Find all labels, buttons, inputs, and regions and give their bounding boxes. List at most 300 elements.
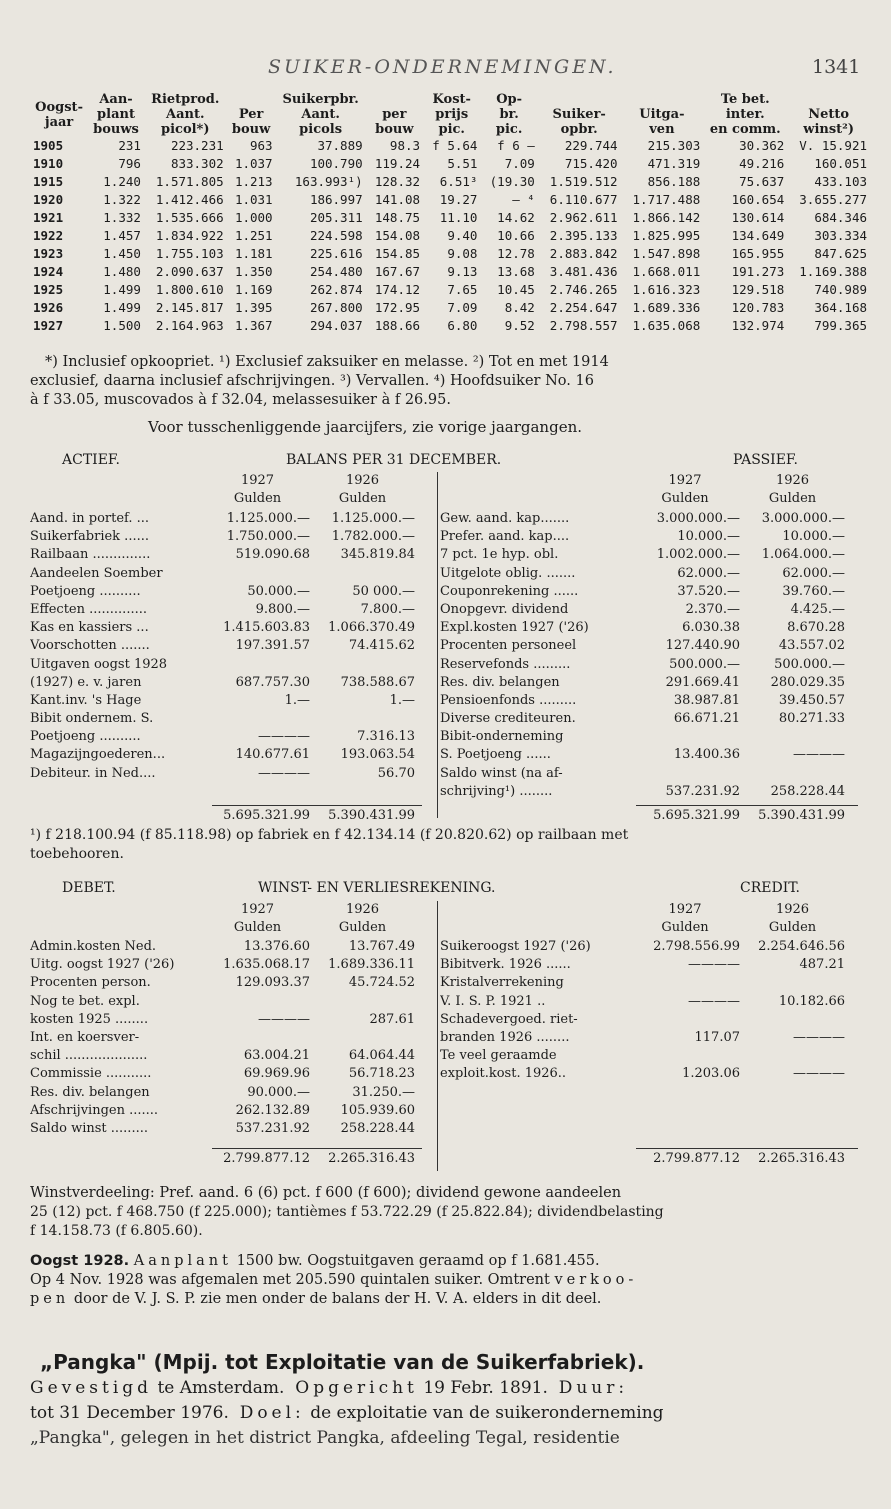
line-item-1927: 1.125.000.— bbox=[226, 511, 310, 526]
line-item-label: Uitg. oogst 1927 ('26) bbox=[30, 957, 175, 973]
actief-line-item bbox=[30, 619, 415, 637]
line-item-label: Debiteur. in Ned.... bbox=[30, 765, 156, 781]
stats-cell: 1.571.805 bbox=[155, 174, 224, 189]
pl-title: WINST- EN VERLIESREKENING. bbox=[258, 880, 496, 896]
duur-value: tot 31 December 1976. bbox=[30, 1403, 229, 1423]
stats-col-header-line: pic. bbox=[438, 122, 465, 137]
line-item-1927: 537.231.92 bbox=[665, 783, 740, 799]
stats-cell: 1.450 bbox=[103, 246, 141, 261]
stats-cell: 1.500 bbox=[103, 318, 141, 333]
stats-col-header bbox=[227, 92, 276, 137]
stats-cell: 30.362 bbox=[739, 138, 785, 153]
stats-col-header bbox=[276, 92, 366, 137]
line-item-1927: 10.000.— bbox=[677, 529, 740, 545]
stats-col-header-line: inter. bbox=[725, 107, 765, 122]
stats-cell: 1.800.610 bbox=[155, 282, 224, 297]
company-line-1 bbox=[30, 1378, 628, 1398]
line-item-label: S. Poetjoeng ...... bbox=[440, 747, 551, 763]
stats-col-header-line: Te bet. bbox=[720, 92, 770, 107]
line-item-1926: 3.000.000.— bbox=[761, 511, 845, 526]
stats-col-header bbox=[480, 92, 537, 137]
line-item-label: Suikeroogst 1927 ('26) bbox=[440, 939, 591, 954]
opgericht-label: Opgericht bbox=[295, 1378, 418, 1398]
stats-cell: 267.800 bbox=[309, 300, 363, 315]
stats-cell: 223.231 bbox=[170, 138, 224, 153]
stats-cell: 132.974 bbox=[731, 318, 785, 333]
stats-cell: 740.989 bbox=[814, 282, 867, 297]
stats-col-header-line: plant bbox=[97, 107, 135, 122]
stats-col-header-line: picols bbox=[299, 122, 343, 137]
pl-credit-year-header bbox=[440, 901, 845, 937]
stats-cell: 1.457 bbox=[103, 228, 141, 243]
doel-value: de exploitatie van de suikeronderneming bbox=[310, 1403, 664, 1423]
pl-debet-list bbox=[30, 938, 415, 1138]
line-item-label: 7 pct. 1e hyp. obl. bbox=[440, 547, 559, 563]
stats-cell: 6.80 bbox=[447, 318, 478, 333]
pl-totals-left bbox=[30, 1150, 415, 1168]
line-item-1927: 13.400.36 bbox=[673, 747, 740, 763]
line-item-1927: ———— bbox=[258, 765, 310, 781]
stats-cell: 1.834.922 bbox=[155, 228, 224, 243]
line-item-1927: 6.030.38 bbox=[682, 620, 740, 636]
line-item-1927 bbox=[630, 1011, 740, 1029]
stats-cell: f 6 — bbox=[497, 138, 535, 153]
passief-line-item bbox=[440, 656, 845, 674]
line-item-1927 bbox=[630, 1047, 740, 1065]
stats-cell: 1.251 bbox=[234, 228, 273, 243]
stats-cell: 1.412.466 bbox=[155, 192, 224, 207]
oogst-verkoopen: verkoo- bbox=[554, 1272, 638, 1288]
stats-cell: 1920 bbox=[33, 192, 64, 207]
unit-gulden: Gulden bbox=[338, 920, 387, 936]
line-item-1927: 2.370.— bbox=[685, 601, 740, 617]
oogst-lead: Oogst 1928. bbox=[30, 1253, 130, 1269]
stats-cell: 1.689.336 bbox=[632, 300, 701, 315]
stats-cell: 799.365 bbox=[814, 318, 867, 333]
balance-passief-year-header bbox=[440, 472, 845, 508]
stats-cell: 963 bbox=[250, 138, 273, 153]
company-title: „Pangka" (Mpij. tot Exploitatie van de Suikerfabriek). bbox=[40, 1350, 645, 1374]
winstverdeeling-line-3: f 14.158.73 (f 6.805.60). bbox=[30, 1223, 203, 1239]
credit-line-item bbox=[440, 993, 845, 1011]
line-item-label: Res. div. belangen bbox=[30, 1084, 150, 1100]
unit-gulden: Gulden bbox=[661, 920, 709, 936]
line-item-1926 bbox=[740, 728, 845, 746]
line-item-label: schil .................... bbox=[30, 1048, 148, 1064]
stats-row bbox=[30, 227, 870, 245]
line-item-label: Saldo winst ......... bbox=[30, 1120, 148, 1136]
line-item-label: Bibit-onderneming bbox=[440, 729, 564, 745]
stats-cell: 229.744 bbox=[564, 138, 618, 153]
stats-cell: 9.52 bbox=[504, 318, 535, 333]
unit-gulden: Gulden bbox=[338, 491, 387, 507]
line-item-1927: 127.440.90 bbox=[665, 638, 740, 654]
year-1927: 1927 bbox=[240, 473, 275, 488]
stats-cell: 1921 bbox=[33, 210, 64, 225]
passief-line-item bbox=[440, 783, 845, 801]
stats-row bbox=[30, 281, 870, 299]
stats-cell: — ⁴ bbox=[512, 192, 535, 207]
actief-line-item bbox=[30, 583, 415, 601]
pl-total-1927: 2.799.877.12 bbox=[223, 1151, 310, 1166]
pl-total-1927: 2.799.877.12 bbox=[653, 1151, 740, 1166]
stats-cell: 2.746.265 bbox=[549, 282, 618, 297]
stats-cell: 2.164.963 bbox=[155, 318, 224, 333]
line-item-1926: 7.800.— bbox=[360, 601, 415, 617]
stats-row bbox=[30, 191, 870, 209]
line-item-label: Reservefonds ......... bbox=[440, 656, 571, 672]
line-item-1927: 687.757.30 bbox=[235, 674, 310, 690]
oogst-aanplant: Aanplant bbox=[133, 1253, 232, 1269]
line-item-1926: ———— bbox=[793, 1029, 845, 1045]
credit-line-item bbox=[440, 1047, 845, 1065]
actief-line-item bbox=[30, 601, 415, 619]
line-item-1927 bbox=[205, 710, 310, 728]
stats-col-header-line: Suiker- bbox=[552, 107, 606, 122]
stats-cell: f 5.64 bbox=[432, 138, 478, 153]
line-item-1927: 62.000.— bbox=[677, 565, 740, 581]
stats-col-header bbox=[703, 92, 787, 137]
line-item-1926: 193.063.54 bbox=[340, 747, 415, 763]
stats-col-header-line: Oogst- bbox=[35, 99, 83, 115]
stats-cell: 1923 bbox=[33, 246, 64, 261]
balance-total-1926: 5.390.431.99 bbox=[328, 808, 415, 823]
actief-line-item bbox=[30, 765, 415, 783]
line-item-1927: 2.798.556.99 bbox=[653, 939, 740, 954]
stats-cell: 796 bbox=[118, 156, 141, 171]
stats-row bbox=[30, 317, 870, 335]
line-item-label: Suikerfabriek ...... bbox=[30, 529, 149, 545]
intermediate-note: Voor tusschenliggende jaarcijfers, zie vorige jaargangen. bbox=[148, 418, 582, 436]
line-item-1926: 7.316.13 bbox=[357, 729, 415, 745]
year-1926: 1926 bbox=[345, 473, 380, 488]
stats-cell: 1.000 bbox=[234, 210, 273, 225]
stats-cell: 8.42 bbox=[504, 300, 535, 315]
line-item-label: Poetjoeng .......... bbox=[30, 729, 141, 745]
stats-cell: 433.103 bbox=[814, 174, 867, 189]
stats-cell: 1.616.323 bbox=[632, 282, 701, 297]
line-item-label: Voorschotten ....... bbox=[30, 638, 150, 654]
oogst-line-2 bbox=[30, 1271, 637, 1290]
stats-col-header-line bbox=[540, 92, 619, 107]
stats-cell: 75.637 bbox=[739, 174, 785, 189]
stats-cell: 12.78 bbox=[497, 246, 535, 261]
line-item-1926: 4.425.— bbox=[790, 601, 845, 617]
line-item-1927: ———— bbox=[688, 957, 740, 973]
stats-cell: 1.635.068 bbox=[632, 318, 701, 333]
stats-cell: 2.395.133 bbox=[549, 228, 618, 243]
line-item-label: Admin.kosten Ned. bbox=[30, 939, 157, 954]
stats-cell: 684.346 bbox=[814, 210, 867, 225]
oogst-line-2-text: Op 4 Nov. 1928 was afgemalen met 205.590 quintalen suiker. Omtrent bbox=[30, 1272, 550, 1288]
stats-col-header-line: bouw bbox=[375, 122, 414, 137]
balance-total-1926: 5.390.431.99 bbox=[758, 808, 845, 823]
credit-line-item bbox=[440, 1011, 845, 1029]
line-item-1927 bbox=[630, 765, 740, 783]
stats-col-header-line: en comm. bbox=[709, 122, 781, 137]
line-item-1926: 45.724.52 bbox=[348, 975, 415, 991]
debet-line-item bbox=[30, 1029, 415, 1047]
line-item-1926: 31.250.— bbox=[352, 1084, 415, 1100]
stats-cell: 154.85 bbox=[374, 246, 421, 261]
debet-line-item bbox=[30, 993, 415, 1011]
line-item-1926: 2.254.646.56 bbox=[758, 939, 845, 954]
stats-cell: 9.40 bbox=[447, 228, 478, 243]
line-item-1927: 90.000.— bbox=[247, 1084, 310, 1100]
stats-cell: 1.169 bbox=[234, 282, 273, 297]
unit-gulden: Gulden bbox=[233, 920, 282, 936]
pl-credit-list bbox=[440, 938, 845, 1084]
stats-row bbox=[30, 299, 870, 317]
pl-credit-heading: CREDIT. bbox=[740, 880, 800, 896]
line-item-1927: 63.004.21 bbox=[243, 1048, 310, 1064]
stats-cell: 7.09 bbox=[504, 156, 535, 171]
line-item-1926 bbox=[740, 1011, 845, 1029]
stats-col-header-line: br. bbox=[499, 107, 519, 122]
company-line-2 bbox=[30, 1403, 664, 1423]
line-item-1926: 13.767.49 bbox=[348, 939, 415, 954]
stats-cell: 2.090.637 bbox=[155, 264, 224, 279]
actief-line-item bbox=[30, 565, 415, 583]
stats-cell: 5.51 bbox=[447, 156, 478, 171]
line-item-1927 bbox=[630, 974, 740, 992]
stats-cell: 6.110.677 bbox=[549, 192, 618, 207]
line-item-1927 bbox=[205, 565, 310, 583]
winstverdeeling-line-1: Winstverdeeling: Pref. aand. 6 (6) pct. f 600 (f 600); dividend gewone aandeelen bbox=[30, 1185, 622, 1201]
balance-totals-right bbox=[440, 807, 845, 825]
line-item-1926: 56.718.23 bbox=[348, 1066, 415, 1082]
stats-cell: 294.037 bbox=[309, 318, 363, 333]
line-item-label: Schadevergoed. riet- bbox=[440, 1011, 578, 1027]
line-item-label: Prefer. aand. kap.... bbox=[440, 529, 570, 545]
stats-cell: 119.24 bbox=[374, 156, 421, 171]
line-item-label: Gew. aand. kap....... bbox=[440, 511, 570, 526]
line-item-1927: 1.750.000.— bbox=[226, 529, 310, 545]
balance-total-rule-right bbox=[636, 805, 858, 806]
stats-cell: 1.395 bbox=[234, 300, 273, 315]
stats-row bbox=[30, 173, 870, 191]
page-running-title: SUIKER-ONDERNEMINGEN. bbox=[268, 56, 617, 78]
line-item-1926: 43.557.02 bbox=[778, 638, 845, 654]
passief-line-item bbox=[440, 710, 845, 728]
passief-line-item bbox=[440, 510, 845, 528]
line-item-1926: 258.228.44 bbox=[770, 783, 845, 799]
balance-footnote-1: ¹) f 218.100.94 (f 85.118.98) op fabriek en f 42.134.14 (f 20.820.62) op railbaan met bbox=[30, 827, 629, 843]
line-item-1927 bbox=[630, 728, 740, 746]
pl-total-rule-left bbox=[212, 1148, 422, 1149]
passief-line-item bbox=[440, 619, 845, 637]
line-item-label: Saldo winst (na af- bbox=[440, 765, 563, 781]
line-item-label: Aand. in portef. ... bbox=[30, 511, 150, 526]
stats-cell: 160.654 bbox=[731, 192, 785, 207]
stats-cell: 2.145.817 bbox=[155, 300, 224, 315]
stats-cell: 1.535.666 bbox=[155, 210, 224, 225]
year-1927: 1927 bbox=[668, 473, 702, 488]
opgericht-value: 19 Febr. 1891. bbox=[423, 1378, 548, 1398]
stats-cell: 1.031 bbox=[234, 192, 273, 207]
stats-cell: 1922 bbox=[33, 228, 64, 243]
line-item-label: Poetjoeng .......... bbox=[30, 583, 141, 599]
line-item-label: Kas en kassiers ... bbox=[30, 620, 149, 636]
debet-line-item bbox=[30, 1047, 415, 1065]
passief-line-item bbox=[440, 674, 845, 692]
stats-cell: 120.783 bbox=[731, 300, 785, 315]
oogst-line-3 bbox=[30, 1290, 601, 1309]
actief-line-item bbox=[30, 728, 415, 746]
stats-col-header-line: Uitga- bbox=[639, 107, 685, 122]
stats-cell: 128.32 bbox=[374, 174, 421, 189]
stats-col-header-line: bouw bbox=[231, 122, 271, 137]
stats-cell: 7.09 bbox=[447, 300, 478, 315]
stats-cell: 134.649 bbox=[731, 228, 785, 243]
statistics-table bbox=[30, 92, 870, 335]
line-item-1927: 140.677.61 bbox=[235, 747, 310, 763]
stats-cell: 163.993¹) bbox=[294, 174, 363, 189]
stats-cell: 231 bbox=[118, 138, 141, 153]
stats-col-header-line bbox=[623, 92, 702, 107]
line-item-1926: 1.— bbox=[389, 692, 415, 708]
stats-cell: 49.216 bbox=[739, 156, 785, 171]
line-item-label: schrijving¹) ........ bbox=[440, 783, 553, 799]
stats-cell: 2.254.647 bbox=[549, 300, 618, 315]
passief-line-item bbox=[440, 546, 845, 564]
unit-gulden: Gulden bbox=[768, 491, 817, 507]
credit-line-item bbox=[440, 974, 845, 992]
stats-cell: 224.598 bbox=[309, 228, 363, 243]
line-item-label: Railbaan .............. bbox=[30, 547, 151, 563]
stats-col-header-line: Suikerpbr. bbox=[282, 92, 359, 107]
line-item-1927 bbox=[205, 1029, 310, 1047]
stats-cell: 1927 bbox=[33, 318, 64, 333]
unit-gulden: Gulden bbox=[661, 491, 709, 507]
pl-total-1926: 2.265.316.43 bbox=[758, 1151, 845, 1166]
line-item-1926: 1.125.000.— bbox=[331, 511, 415, 526]
passief-line-item bbox=[440, 528, 845, 546]
line-item-1926 bbox=[310, 710, 415, 728]
balance-title: BALANS PER 31 DECEMBER. bbox=[286, 452, 502, 468]
balance-passief-list bbox=[440, 510, 845, 801]
balance-total-rule-left bbox=[212, 805, 422, 806]
stats-cell: 215.303 bbox=[647, 138, 701, 153]
stats-cell: 154.08 bbox=[374, 228, 421, 243]
stats-cell: 847.625 bbox=[814, 246, 867, 261]
stats-cell: 148.75 bbox=[374, 210, 421, 225]
stats-cell: 1910 bbox=[33, 156, 64, 171]
line-item-1926 bbox=[310, 1029, 415, 1047]
stats-col-header-line: pic. bbox=[495, 122, 523, 137]
stats-cell: 1915 bbox=[33, 174, 64, 189]
line-item-1926: 280.029.35 bbox=[770, 674, 845, 690]
page-number: 1341 bbox=[812, 56, 861, 78]
line-item-1926: 10.000.— bbox=[782, 529, 845, 545]
stats-col-header-line: winst²) bbox=[803, 122, 854, 137]
line-item-label: Afschrijvingen ....... bbox=[30, 1102, 159, 1118]
line-item-1926 bbox=[310, 565, 415, 583]
line-item-1926: ———— bbox=[793, 1066, 845, 1082]
stats-cell: 1.037 bbox=[234, 156, 273, 171]
line-item-1927 bbox=[205, 993, 310, 1011]
line-item-1926 bbox=[740, 1047, 845, 1065]
stats-cell: 303.334 bbox=[814, 228, 867, 243]
passief-line-item bbox=[440, 765, 845, 783]
line-item-1926: 738.588.67 bbox=[340, 674, 415, 690]
line-item-label: Bibitverk. 1926 ...... bbox=[440, 957, 571, 973]
stats-cell: 1.755.103 bbox=[155, 246, 224, 261]
pl-total-rule-right bbox=[636, 1148, 858, 1149]
line-item-label: Couponrekening ...... bbox=[440, 583, 579, 599]
unit-gulden: Gulden bbox=[233, 491, 282, 507]
line-item-label: Te veel geraamde bbox=[440, 1048, 557, 1064]
year-1926: 1926 bbox=[345, 902, 380, 917]
stats-cell: 9.08 bbox=[447, 246, 478, 261]
line-item-1926: 50 000.— bbox=[352, 583, 415, 599]
line-item-1927: 129.093.37 bbox=[235, 975, 310, 991]
pl-debet-year-header bbox=[30, 901, 415, 937]
line-item-label: Magazijngoederen... bbox=[30, 747, 166, 763]
credit-line-item bbox=[440, 938, 845, 956]
stats-col-header bbox=[538, 92, 621, 137]
line-item-label: Bibit ondernem. S. bbox=[30, 711, 154, 727]
oogst-line-1 bbox=[30, 1252, 600, 1271]
line-item-1926: 1.782.000.— bbox=[331, 529, 415, 545]
stats-col-header-line: Kost- bbox=[432, 92, 471, 107]
oogst-line-3-rest: door de V. J. S. P. zie men onder de balans der H. V. A. elders in dit deel. bbox=[73, 1291, 602, 1307]
balance-actief-list bbox=[30, 510, 415, 783]
stats-col-header-line: per bbox=[382, 107, 407, 122]
stats-cell: 1.169.388 bbox=[799, 264, 867, 279]
stats-cell: 1.547.898 bbox=[632, 246, 701, 261]
line-item-1927: 500.000.— bbox=[669, 656, 740, 672]
gevestigd-label: Gevestigd bbox=[30, 1378, 153, 1398]
line-item-1927: 37.520.— bbox=[677, 583, 740, 599]
stats-cell: 1926 bbox=[33, 300, 64, 315]
doel-label: Doel: bbox=[239, 1403, 305, 1423]
line-item-label: Commissie ........... bbox=[30, 1066, 152, 1082]
stats-col-header-line bbox=[789, 92, 868, 107]
line-item-label: kosten 1925 ........ bbox=[30, 1011, 149, 1027]
year-1926: 1926 bbox=[775, 902, 810, 917]
stats-col-header-line bbox=[229, 92, 274, 107]
stats-col-header-line: Aant. bbox=[166, 107, 205, 122]
stats-cell: 1.499 bbox=[103, 282, 141, 297]
line-item-label: Nog te bet. expl. bbox=[30, 993, 140, 1009]
stats-row bbox=[30, 263, 870, 281]
line-item-1927: 38.987.81 bbox=[673, 692, 740, 708]
line-item-1926: 80.271.33 bbox=[778, 711, 845, 727]
stats-cell: 205.311 bbox=[309, 210, 363, 225]
stats-cell: 833.302 bbox=[170, 156, 224, 171]
line-item-label: Aandeelen Soember bbox=[30, 565, 163, 581]
stats-cell: 7.65 bbox=[447, 282, 478, 297]
line-item-1927: ———— bbox=[258, 729, 310, 745]
stats-cell: 2.798.557 bbox=[549, 318, 618, 333]
stats-col-header-line: Aan- bbox=[99, 92, 133, 107]
actief-line-item bbox=[30, 674, 415, 692]
stats-cell: 1.240 bbox=[103, 174, 141, 189]
stats-col-header bbox=[30, 92, 88, 137]
line-item-1926: 64.064.44 bbox=[348, 1048, 415, 1064]
stats-cell: 1.367 bbox=[234, 318, 273, 333]
balance-total-1927: 5.695.321.99 bbox=[223, 808, 310, 823]
debet-line-item bbox=[30, 1011, 415, 1029]
stats-cell: 19.27 bbox=[439, 192, 478, 207]
stats-col-header-line: Rietprod. bbox=[151, 92, 220, 107]
line-item-1927: 197.391.57 bbox=[235, 638, 310, 654]
line-item-label: Diverse crediteuren. bbox=[440, 711, 576, 727]
stats-note-1: *) Inclusief opkoopriet. ¹) Exclusief zaksuiker en melasse. ²) Tot en met 1914 bbox=[45, 354, 609, 370]
line-item-label: Effecten .............. bbox=[30, 601, 147, 617]
stats-cell: 1.499 bbox=[103, 300, 141, 315]
